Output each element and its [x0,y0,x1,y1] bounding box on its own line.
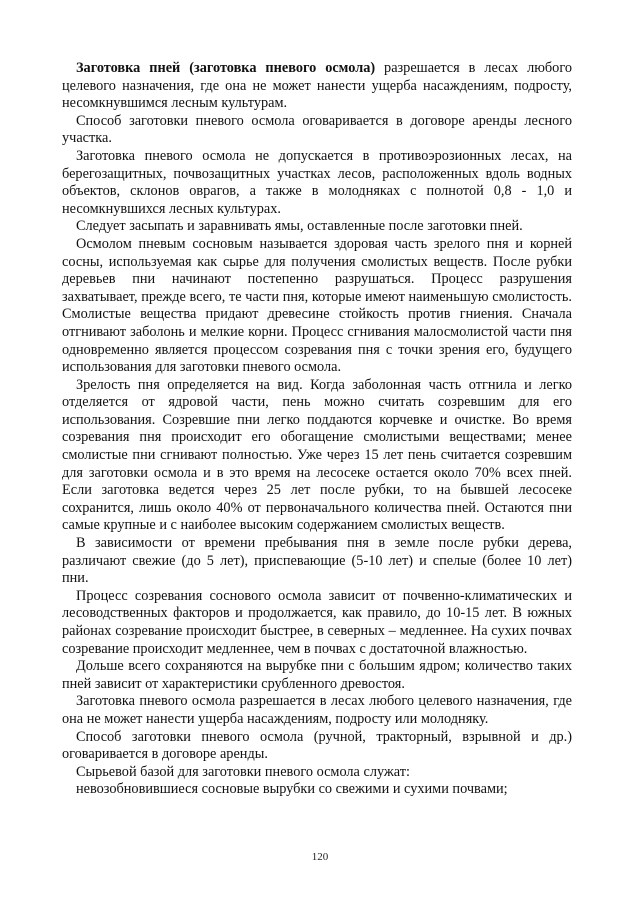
paragraph: Следует засыпать и заравнивать ямы, оставленные после заготовки пней. [76,218,523,235]
paragraph: Дольше всего сохраняются на вырубке пни с большим ядром; количество таких пней зависит от характеристики срубленного древостоя. [62,658,572,692]
paragraph: Процесс созревания соснового осмола зависит от почвенно-климатических и лесоводственных факторов и продолжается, как правило, до 10-15 лет. В южных районах созревание происходит быстрее, в северных – медленнее. На сухих почвах созревание происходит медленнее, чем в почвах с достаточной влажностью. [62,587,572,657]
paragraph: Заготовка пневого осмола разрешается в лесах любого целевого назначения, где она не может нанести ущерба насаждениям, подросту или молодняку. [62,693,572,727]
page-number: 120 [311,851,329,863]
paragraph: Способ заготовки пневого осмола оговаривается в договоре аренды лесного участка. [62,112,572,147]
paragraph: В зависимости от времени пребывания пня в земле после рубки дерева, различают свежие (до 5 лет), приспевающие (5-10 лет) и спелые (более 10 лет) пни. [62,535,572,587]
bold-term: Заготовка пней (заготовка пневого осмола) [76,60,376,76]
paragraph: Способ заготовки пневого осмола (ручной, тракторный, взрывной и др.) оговаривается в договоре аренды. [62,728,572,763]
paragraph: Зрелость пня определяется на вид. Когда заболонная часть отгнила и легко отделяется от ядровой части, пень можно считать созревшим для его использования. Созревшие пни легко поддаются корчевке и очистке. Во время созревания пня происходит его обогащение смолистыми веществами; менее смолистые пни сгнивают полностью. Уже через 15 лет пень считается созревшим для заготовки осмола и в это время на лесосеке остается около 70% всех пней. Если заготовка ведется через 25 лет после рубки, то на бывшей лесосеке сохранится, лишь около 40% от первоначального количества пней. Остаются пни самые крупные и с наиболее высоким содержанием смолистых веществ. [62,376,572,534]
paragraph-text: разрешается в лесах любого целевого назначения, где она не может нанести ущерба насаждениям, подросту, несомкнувшимся лесным культурам. [62,60,572,112]
paragraph: Сырьевой базой для заготовки пневого осмола служат: [76,763,410,780]
paragraph: Осмолом пневым сосновым называется здоровая часть зрелого пня и корней сосны, используемая как сырье для получения смолистых веществ. После рубки деревьев пни начинают постепенно разрушаться. Процесс разрушения захватывает, прежде всего, те части пня, которые имеют наименьшую смолистость. Смолистые вещества придают древесине стойкость против гниения. Сначала отгнивают заболонь и мелкие корни. Процесс сгнивания малосмолистой части пня одновременно является процессом созревания пня с точки зрения его, будущего использования для заготовки пневого осмола. [62,235,572,376]
paragraph: Заготовка пневого осмола не допускается в противоэрозионных лесах, на берегозащитных, почвозащитных участках лесов, расположенных вдоль водных объектов, склонов оврагов, а также в молодняках с полнотой 0,8 - 1,0 и несомкнувшихся лесных культурах. [62,147,572,217]
paragraph: невозобновившиеся сосновые вырубки со свежими и сухими почвами; [76,781,508,798]
document-body [62,60,572,799]
paragraph [62,60,572,113]
